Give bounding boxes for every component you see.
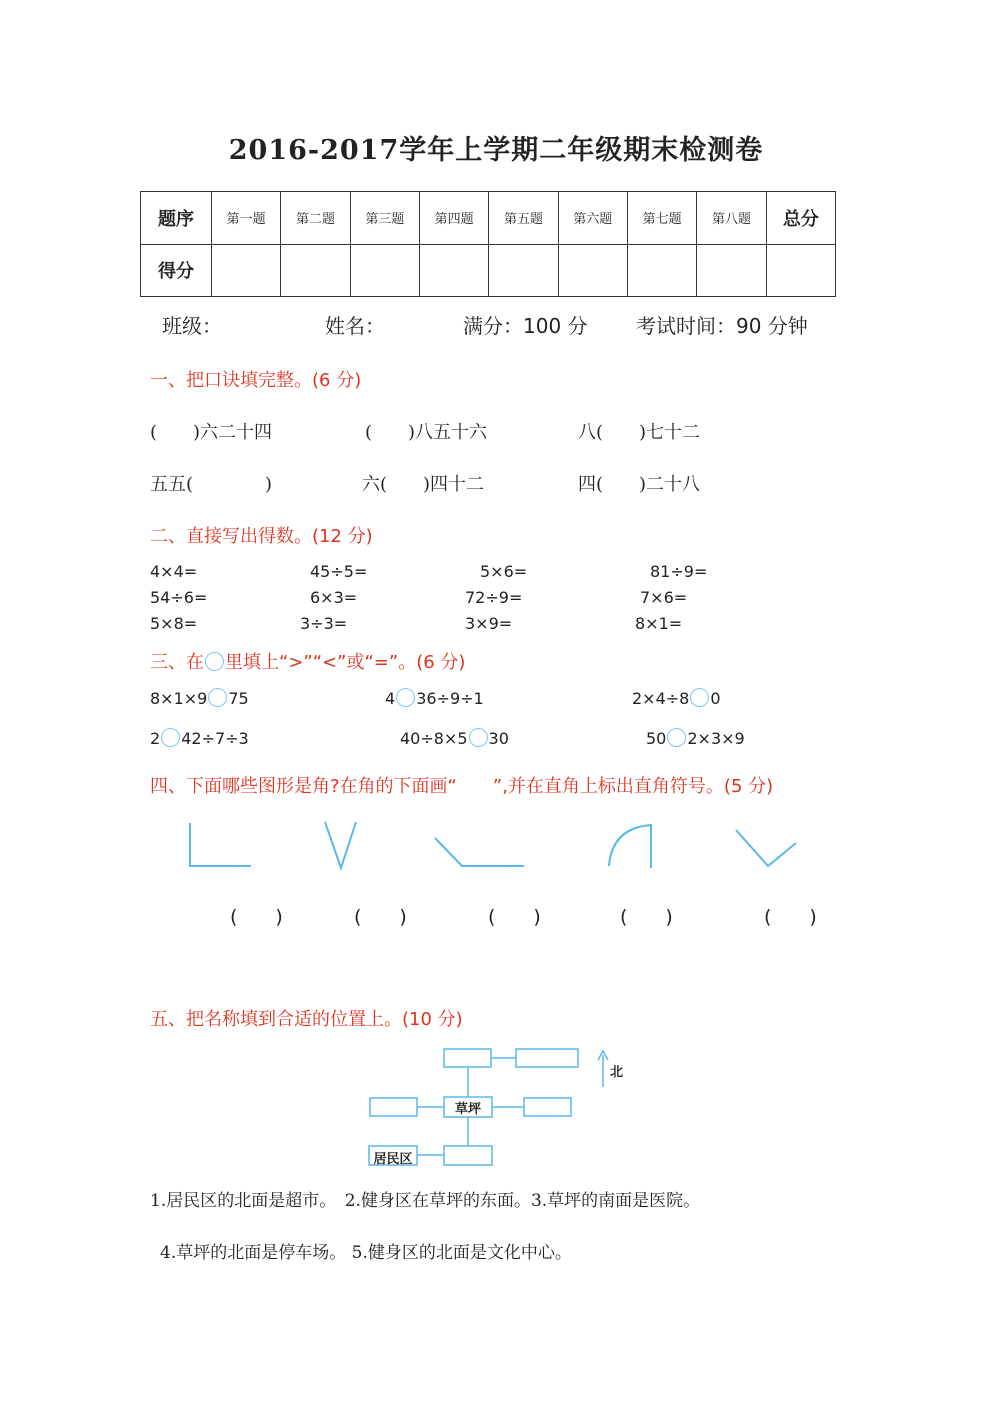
header-label: 题序 [141, 192, 212, 245]
class-field: 班级： [162, 314, 222, 338]
compare-right: 42÷7÷3 [181, 729, 249, 748]
section3-heading-post: 里填上“>”“<”或“=”。(6 分) [225, 652, 466, 673]
answer-slot[interactable]: ( ) [764, 906, 817, 928]
compare-left: 2 [150, 729, 161, 748]
exam-time: 考试时间：90 分钟 [636, 314, 808, 338]
compare-left: 50 [646, 729, 667, 748]
calc-item: 54÷6= [150, 588, 208, 607]
compare-right: 0 [710, 689, 721, 708]
column-1: 第一题 [212, 192, 281, 245]
column-3: 第三题 [350, 192, 419, 245]
map-box-northeast[interactable] [516, 1049, 578, 1067]
column-7: 第七题 [627, 192, 696, 245]
answer-slot[interactable]: ( ) [620, 906, 673, 928]
compare-left: 2×4÷8 [632, 689, 690, 708]
center-label: 草坪 [454, 1102, 481, 1117]
calc-item: 7×6= [640, 588, 688, 607]
page-title: 2016-2017学年上学期二年级期末检测卷 [228, 135, 764, 166]
answer-slot[interactable]: ( ) [354, 906, 407, 928]
rhyme-item: 四( )二十八 [578, 474, 701, 495]
rhyme-item: 六( )四十二 [362, 474, 485, 495]
name-field: 姓名： [325, 314, 385, 338]
rhyme-item: 八( )七十二 [578, 422, 701, 443]
section4-heading: 四、下面哪些图形是角?在角的下面画“ ”,并在直角上标出直角符号。(5 分) [150, 776, 774, 797]
map-box-east[interactable] [524, 1098, 571, 1116]
compare-right: 36÷9÷1 [416, 689, 484, 708]
compare-left: 8×1×9 [150, 689, 208, 708]
column-8: 第八题 [697, 192, 766, 245]
compare-right: 75 [228, 689, 249, 708]
answer-slot[interactable]: ( ) [230, 906, 283, 928]
answer-slot[interactable]: ( ) [488, 906, 541, 928]
column-6: 第六题 [558, 192, 627, 245]
rhyme-item: ( )八五十六 [365, 422, 488, 443]
calc-item: 5×6= [480, 562, 528, 581]
section3-heading-pre: 三、在 [150, 652, 204, 673]
compare-right: 2×3×9 [687, 729, 745, 748]
section1-heading: 一、把口诀填完整。(6 分) [150, 370, 362, 391]
calc-item: 5×8= [150, 614, 198, 633]
column-2: 第二题 [281, 192, 350, 245]
section2-heading: 二、直接写出得数。(12 分) [150, 526, 373, 547]
total-label: 总分 [766, 192, 835, 245]
map-box-west[interactable] [370, 1098, 417, 1116]
compare-left: 4 [385, 689, 396, 708]
north-label: 北 [610, 1065, 624, 1080]
calc-item: 3×9= [465, 614, 513, 633]
calc-item: 72÷9= [465, 588, 523, 607]
score-label: 得分 [141, 244, 212, 297]
rhyme-item: ( )六二十四 [150, 422, 273, 443]
clue-line-1: 1.居民区的北面是超市。 2.健身区在草坪的东面。3.草坪的南面是医院。 [150, 1191, 701, 1211]
calc-item: 8×1= [635, 614, 683, 633]
clue-line-2: 4.草坪的北面是停车场。 5.健身区的北面是文化中心。 [160, 1243, 572, 1263]
full-score: 满分：100 分 [463, 314, 588, 338]
compare-left: 40÷8×5 [400, 729, 468, 748]
calc-item: 81÷9= [650, 562, 708, 581]
map-box-south[interactable] [444, 1146, 492, 1165]
calc-item: 45÷5= [310, 562, 368, 581]
column-5: 第五题 [489, 192, 558, 245]
calc-item: 4×4= [150, 562, 198, 581]
calc-item: 6×3= [310, 588, 358, 607]
map-box-northwest[interactable] [444, 1049, 491, 1067]
calc-item: 3÷3= [300, 614, 348, 633]
section5-heading: 五、把名称填到合适的位置上。(10 分) [150, 1009, 463, 1030]
resident-label: 居民区 [373, 1152, 413, 1167]
compare-right: 30 [488, 729, 509, 748]
column-4: 第四题 [419, 192, 488, 245]
rhyme-item: 五五( ) [150, 474, 273, 495]
